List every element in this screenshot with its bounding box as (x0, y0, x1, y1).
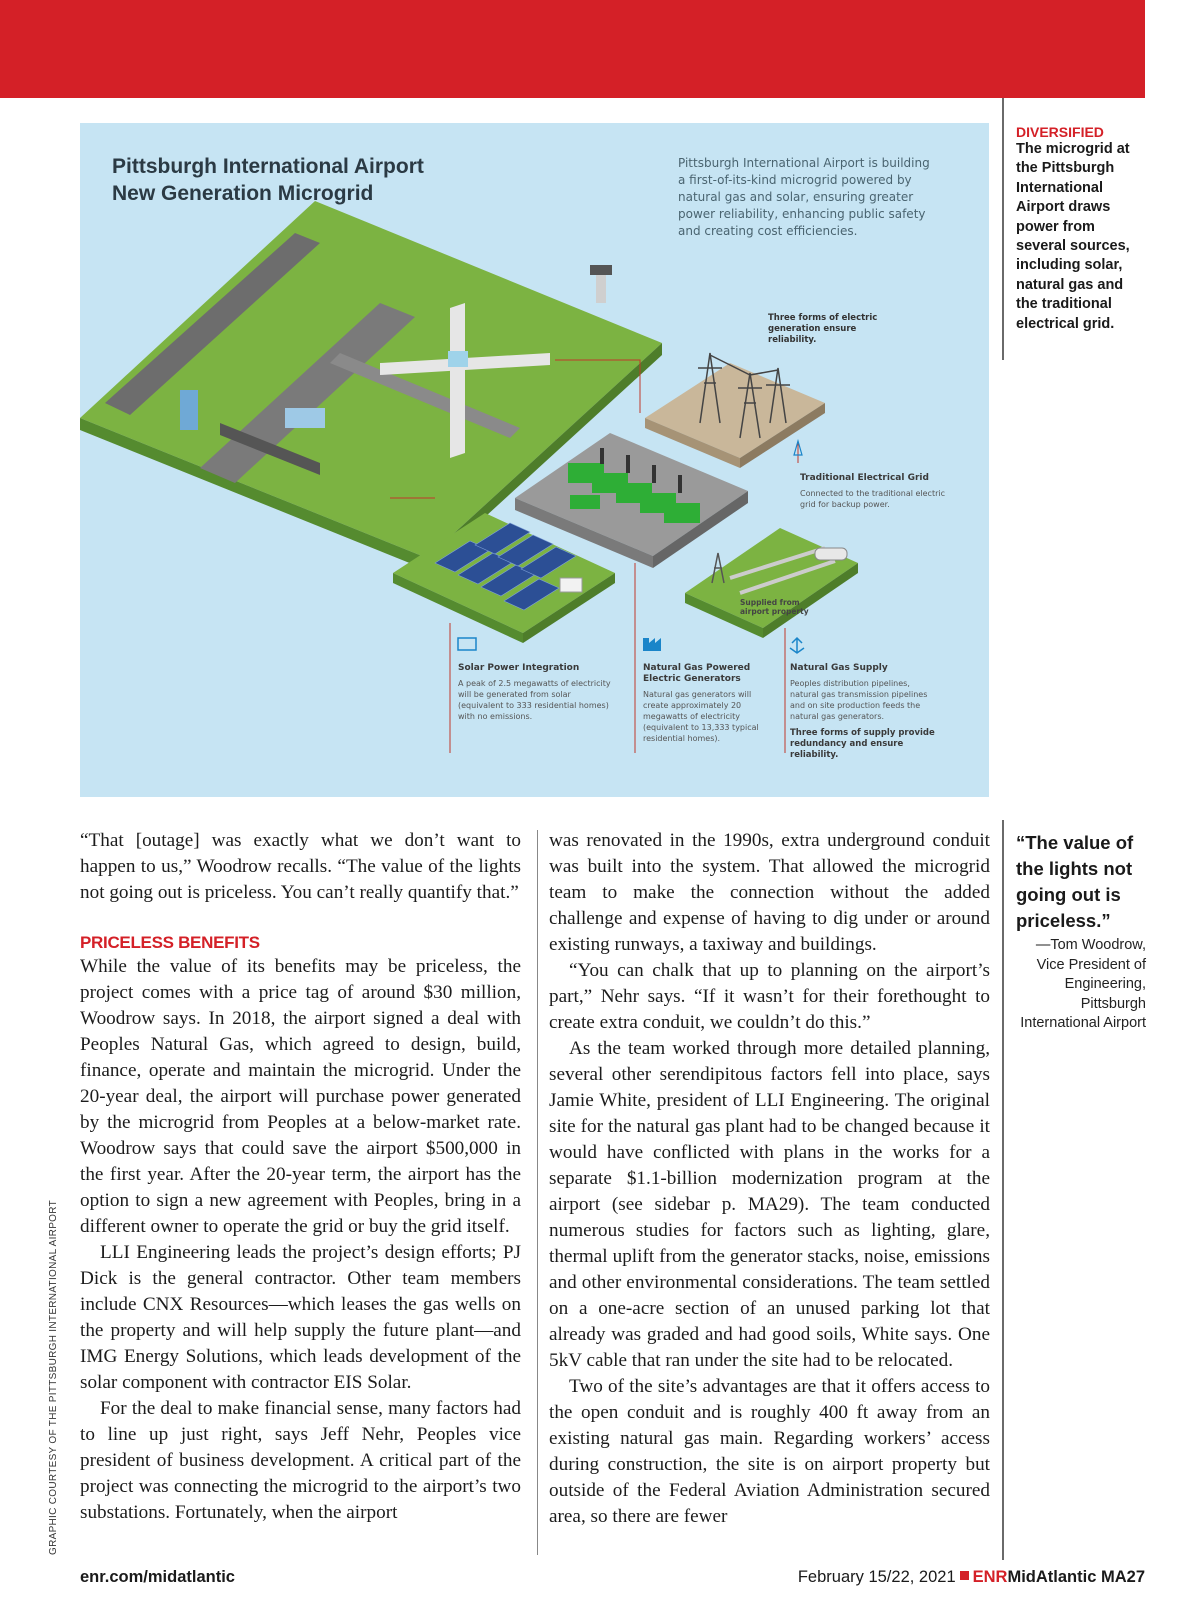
column-divider (537, 830, 538, 1555)
supplied-label: Supplied from airport property (740, 598, 809, 616)
article-subhead: PRICELESS BENEFITS (80, 933, 260, 952)
article-paragraph: As the team worked through more detailed planning, several other serendipitous factors fell into place, says Jamie White, president of LLI Engineering. The original site for the natural gas plant had to be changed because it would have conflicted with plans in the works for a separate $1.1-billion modernization program at the airport (see sidebar p. MA29). The team conducted numerous studies for factors such as lighting, glare, thermal uplift from the generator stacks, noise, emissions and other environmental considerations. The team settled on a one-acre section of an unused parking lot that already was graded and had good soils, White says. One 5kV cable that ran under the site had to be relocated. (549, 1038, 990, 1371)
gas-generator-label-title: Natural Gas Powered Electric Generators (643, 663, 751, 684)
solar-label (458, 663, 618, 722)
footer-url[interactable]: enr.com/midatlantic (80, 1568, 235, 1586)
footer-page-number: MA27 (1100, 1568, 1145, 1586)
solar-label-title: Solar Power Integration (458, 663, 580, 673)
sidebar-rule-top (1002, 98, 1004, 360)
microgrid-infographic (80, 123, 989, 797)
article-paragraph: Two of the site’s advantages are that it offers access to the open conduit and is roughly 400 ft away from an existing natural gas main. Regarding workers’ access during construction, the site is on airport property but outside of the Federal Aviation Administration secured area, so there are fewer (549, 1376, 990, 1527)
article-paragraph: was renovated in the 1990s, extra underground conduit was built into the system. That allowed the microgrid team to make the connection without the added challenge and expense of having to dig under or around existing runways, a taxiway and buildings. (549, 830, 990, 955)
gas-supply-label (790, 663, 940, 761)
photo-caption (1016, 124, 1146, 334)
grid-label-text: Connected to the traditional electric grid for backup power. (800, 489, 945, 509)
gas-generator-label-text: Natural gas generators will create approximately 20 megawatts of electricity (equivalent to 13,333 typical residential homes). (643, 690, 759, 743)
gas-supply-icon (790, 638, 804, 653)
solar-label-text: A peak of 2.5 megawatts of electricity will be generated from solar (equivalent to 333 residential homes) with no emissions. (458, 679, 611, 721)
top-color-bar (0, 0, 1145, 98)
infographic-title-line2: New Generation Microgrid (112, 182, 374, 205)
pull-quote-text: “The value of the lights not going out is priceless.” (1016, 832, 1134, 931)
pull-quote-attribution: —Tom Woodrow, Vice President of Engineering, Pittsburgh International Airport (1020, 937, 1146, 1032)
article-column-2 (549, 828, 990, 1530)
three-forms-callout: Three forms of electric generation ensure reliability. (768, 313, 878, 345)
footer-folio (798, 1568, 1145, 1587)
infographic-intro: Pittsburgh International Airport is building a first-of-its-kind microgrid powered by natural gas and solar, ensuring greater power reliability, enhancing public safety and creating cost efficiencies. (678, 156, 930, 238)
gas-supply-label-text: Peoples distribution pipelines, natural gas transmission pipelines and on site production feeds the natural gas generators. (790, 679, 928, 721)
footer-brand-region: MidAtlantic (1007, 1568, 1097, 1586)
sidebar-rule-bottom (1002, 820, 1004, 1560)
article-paragraph: For the deal to make financial sense, many factors had to line up just right, says Jeff Nehr, Peoples vice president of business development. A critical part of the project was connecting the microgrid to the airport’s two substations. Fortunately, when the airport (80, 1398, 521, 1523)
article-paragraph: “That [outage] was exactly what we don’t want to happen to us,” Woodrow recalls. “The value of the lights not going out is priceless. You can’t really quantify that.” (80, 830, 521, 903)
caption-kicker: DIVERSIFIED (1016, 124, 1104, 140)
footer-brand: ENR (972, 1568, 1008, 1586)
gas-supply-label-title: Natural Gas Supply (790, 663, 888, 673)
article-paragraph: While the value of its benefits may be priceless, the project comes with a price tag of around $30 million, Woodrow says. In 2018, the airport signed a deal with Peoples Natural Gas, which agreed to design, build, finance, operate and maintain the microgrid. Under the 20-year deal, the airport will purchase power generated by the microgrid from Peoples at a below-market rate. Woodrow says that could save the airport $500,000 in the first year. After the 20-year term, the airport has the option to sign a new agreement with Peoples, bring in a different owner to operate the grid or buy the grid itself. (80, 956, 521, 1237)
grid-label (800, 473, 960, 510)
article-paragraph: “You can chalk that up to planning on the airport’s part,” Nehr says. “If it wasn’t for their forethought to create extra conduit, we couldn’t do this.” (549, 960, 990, 1033)
grid-label-title: Traditional Electrical Grid (800, 473, 929, 483)
infographic-title-line1: Pittsburgh International Airport (112, 155, 424, 178)
footer-square-icon (960, 1571, 969, 1580)
article-paragraph: LLI Engineering leads the project’s design efforts; PJ Dick is the general contractor. Other team members include CNX Resources—which leases the gas wells on the property and will help supply the future plant—and IMG Energy Solutions, which leads development of the solar component with contractor EIS Solar. (80, 1242, 521, 1393)
generator-icon (643, 638, 661, 651)
solar-icon (458, 638, 476, 650)
caption-text: The microgrid at the Pittsburgh International Airport draws power from several sources, including solar, natural gas and the traditional electrical grid. (1016, 141, 1130, 332)
gas-supply-label-bold: Three forms of supply provide redundancy and ensure reliability. (790, 728, 935, 760)
footer-date: February 15/22, 2021 (797, 1568, 956, 1586)
article-column-1 (80, 828, 521, 1526)
gas-generator-label (643, 663, 768, 744)
infographic-title (112, 153, 532, 207)
pull-quote (1016, 830, 1146, 1034)
graphic-credit: GRAPHIC COURTESY OF THE PITTSBURGH INTERNATIONAL AIRPORT (48, 1200, 59, 1555)
